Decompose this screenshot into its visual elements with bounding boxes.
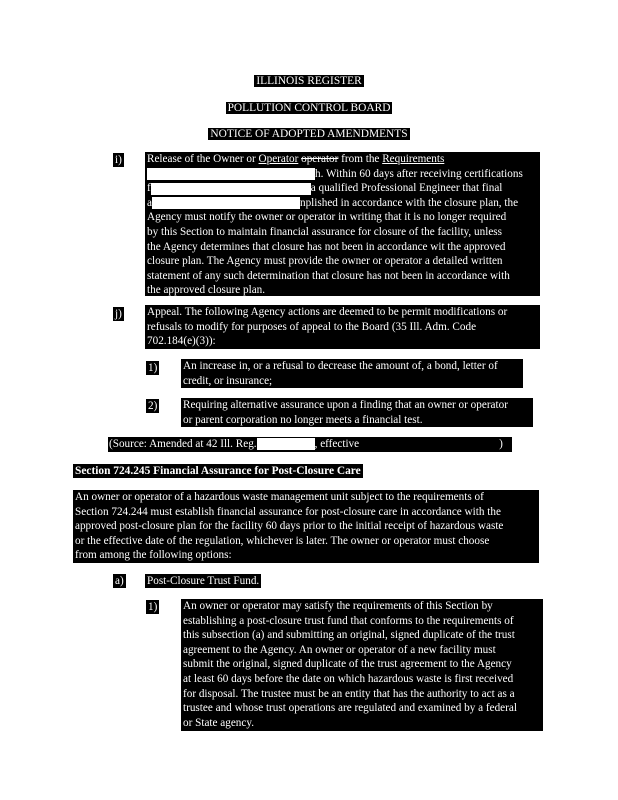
source-note	[108, 437, 512, 452]
item-j2-line2: or parent corporation no longer meets a financial test.	[183, 413, 423, 426]
para-i-line7: the Agency determines that closure has not been in accordance wit the approved	[147, 240, 506, 253]
para-i-line4: a nplished in accordance with the closure plan, the	[147, 196, 519, 209]
para-a-label: a)	[115, 575, 124, 587]
para-i-line1: Release of the Owner or Operator operator from the Requirements	[147, 153, 445, 165]
para-i-line9: statement of any such determination that closure has not been in accordance with	[147, 269, 510, 282]
source-part1: (Source: Amended at 42 Ill. Reg.	[109, 438, 257, 450]
item-j1-line2: credit, or insurance;	[183, 374, 273, 387]
para-i-line10: the approved closure plan.	[147, 284, 266, 297]
section-line3: approved post-closure plan for the facility 60 days prior to the initial receipt of hazardous waste	[75, 520, 504, 533]
section-line5: from among the following options:	[75, 549, 232, 562]
redaction	[147, 168, 315, 180]
section-line1: An owner or operator of a hazardous waste management unit subject to the requirements of	[75, 491, 484, 503]
para-j-line2: refusals to modify for purposes of appeal to the Board (35 Ill. Adm. Code	[147, 320, 477, 333]
para-j-line3: 702.184(e)(3)):	[147, 335, 216, 348]
section-title: Section 724.245 Financial Assurance for Post-Closure Care	[75, 465, 361, 477]
item-j1-line1: An increase in, or a refusal to decrease the amount of, a bond, letter of	[183, 360, 498, 372]
para-j-label: j)	[115, 308, 122, 320]
item-a1-line9: or State agency.	[183, 716, 255, 729]
register-title: ILLINOIS REGISTER	[256, 75, 362, 87]
item-a1-line3: this subsection (a) and submitting an original, signed duplicate of the trust	[183, 629, 515, 642]
section-line4: or the effective date of the regulation, whichever is later. The owner or operator must choose	[75, 534, 490, 547]
item-a1-line4: agreement to the Agency. An owner or operator of a new facility must	[183, 643, 496, 656]
item-a1-text	[181, 599, 543, 731]
item-a1-line5: submit the original, signed duplicate of the trust agreement to the Agency	[183, 658, 512, 671]
redaction	[151, 183, 311, 195]
para-i-line6: by this Section to maintain financial assurance for closure of the facility, unless	[147, 225, 502, 238]
item-j1-text	[181, 359, 523, 388]
redaction	[257, 438, 315, 450]
para-i-label: i)	[115, 154, 122, 166]
item-j1-label: 1)	[148, 362, 158, 374]
item-a1-line6: at least 60 days before the date on which hazardous waste is first received	[183, 672, 514, 685]
item-a1-line8: trustee and whose trust operations are regulated and examined by a federal	[183, 702, 517, 715]
para-i-line2: h. Within 60 days after receiving certifications	[147, 167, 538, 182]
notice-title: NOTICE OF ADOPTED AMENDMENTS	[210, 128, 408, 140]
item-a1-line2: establishing a post-closure trust fund that conforms to the requirements of	[183, 614, 514, 627]
source-part2: , effective	[314, 438, 360, 450]
item-a1-label: 1)	[148, 601, 158, 613]
item-a1-line7: for disposal. The trustee must be an entity that has the authority to act as a	[183, 687, 515, 700]
para-i-text	[145, 152, 540, 296]
source-part3: )	[499, 438, 503, 450]
section-intro	[73, 490, 539, 563]
para-i-line5: Agency must notify the owner or operator in writing that it is no longer required	[147, 211, 507, 224]
item-j2-label: 2)	[148, 400, 158, 412]
item-j2-text	[181, 398, 533, 427]
para-j-line1: Appeal. The following Agency actions are deemed to be permit modifications or	[147, 306, 508, 318]
para-a-title: Post-Closure Trust Fund.	[147, 575, 260, 587]
redaction	[152, 197, 300, 209]
item-a1-line1: An owner or operator may satisfy the requirements of this Section by	[183, 600, 493, 612]
para-j-text	[145, 305, 540, 349]
para-i-line3: f a qualified Professional Engineer that final	[147, 182, 503, 195]
board-title: POLLUTION CONTROL BOARD	[227, 102, 391, 114]
item-j2-line1: Requiring alternative assurance upon a finding that an owner or operator	[183, 399, 508, 411]
section-line2: Section 724.244 must establish financial assurance for post-closure care in accordance with the	[75, 505, 501, 518]
para-i-line8: closure plan. The Agency must provide the owner or operator a detailed written	[147, 255, 503, 268]
